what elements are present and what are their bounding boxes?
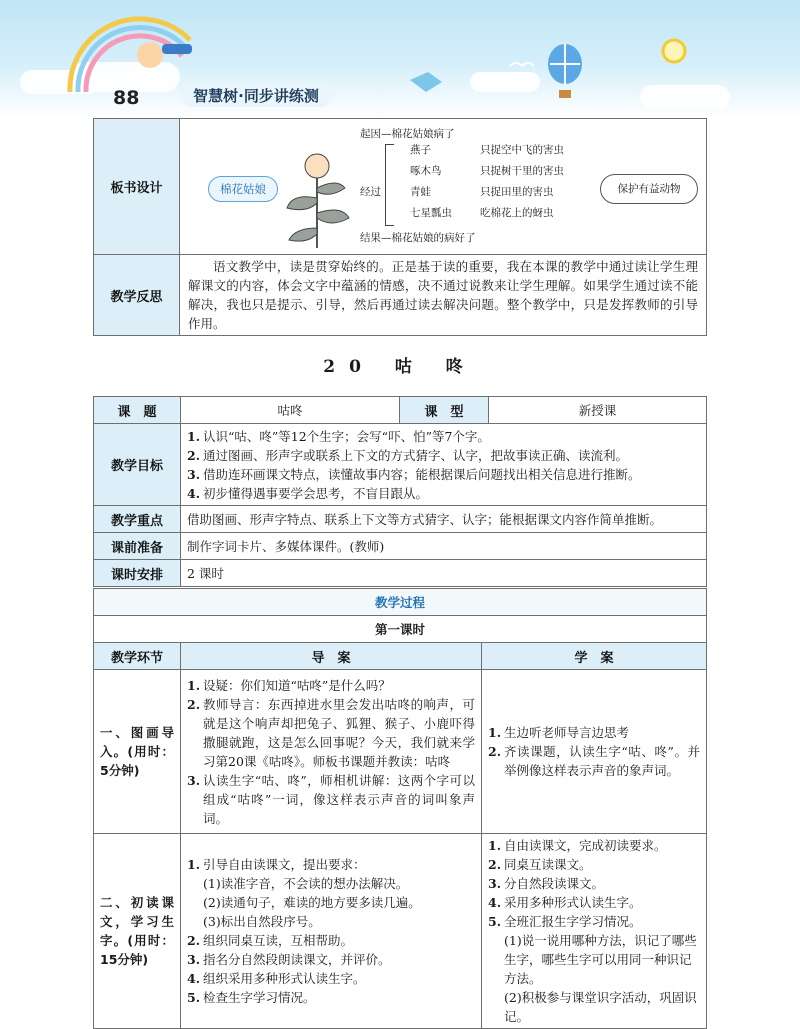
telescope-icon [162,44,192,54]
right-bubble: 保护有益动物 [600,174,698,204]
guide-item: 3. 认读生字“咕、咚”，师相机讲解：这两个字可以组成“咕咚”一词，像这样表示声音的词叫象声词。 [187,772,475,826]
study-item: 1. 自由读课文，完成初读要求。 [488,838,667,853]
guide-sub-item: (2)读通句子，难读的地方要多读几遍。 [203,895,421,910]
time-label: 课时安排 [94,560,181,587]
guide-sub-item: (3)标出自然段序号。 [203,914,321,929]
jieguo-label: 结果 [360,231,381,244]
board-design-label: 板书设计 [94,119,180,255]
guide-item: 2. 组织同桌互读，互相帮助。 [187,933,354,948]
jingguo-label: 经过 [360,185,381,198]
goal-item: 1. 认识“咕、咚”等12个生字；会写“吓、怕”等7个字。 [187,428,490,444]
key-label: 教学重点 [94,506,181,533]
bird-icon [510,63,534,66]
kite-icon [410,72,442,92]
time-value: 2 课时 [181,560,707,587]
study-item: 2. 同桌互读课文。 [488,857,592,872]
goal-item: 2. 通过图画、形声字或联系上下文的方式猜字、认字，把故事读正确、读流利。 [187,447,629,463]
study-sub-item: (2)积极参与课堂识字活动，巩固识记。 [504,990,697,1024]
lesson-title: 20 咕 咚 [323,357,477,377]
col-guide-header: 导 案 [181,643,482,670]
topic-label: 课 题 [94,397,181,424]
step2-guide [181,834,482,1029]
process-table [93,588,707,1029]
qiyin-text: 棉花姑娘病了 [391,127,455,140]
guide-item: 1. 设疑：你们知道“咕咚”是什么吗？ [187,677,391,693]
guide-item: 4. 组织采用多种形式认读生字。 [187,971,366,986]
guide-item: 5. 检查生字学习情况。 [187,990,316,1005]
study-item: 2. 齐读课题，认读生字“咕、咚”。并举例像这样表示声音的象声词。 [488,744,700,778]
brace [385,144,394,226]
child-face-icon [137,42,163,68]
prep-label: 课前准备 [94,533,181,560]
reflection-label: 教学反思 [94,255,180,336]
goal-item: 4. 初步懂得遇事要学会思考，不盲目跟从。 [187,485,429,501]
goals-list [181,424,707,506]
study-sub-item: (1)说一说用哪种方法，识记了哪些生字，哪些生字可以用同一种识记方法。 [504,933,697,986]
goals-label: 教学目标 [94,424,181,506]
lesson1-title: 第一课时 [94,616,707,643]
key-value: 借助图画、形声字特点、联系上下文等方式猜字、认字；能根据课文内容作简单推断。 [181,506,707,533]
study-item: 4. 采用多种形式认读生字。 [488,895,642,910]
qiyin-label: 起因 [360,127,381,140]
animal-row: 燕子 只捉空中飞的害虫 [410,143,564,156]
guide-item: 3. 指名分自然段朗读课文，并评价。 [187,952,391,967]
left-bubble: 棉花姑娘 [208,176,278,202]
animal-list [410,140,564,224]
animal-row: 青蛙 只捉田里的害虫 [410,185,554,198]
hot-air-balloon-icon [548,44,582,98]
guide-sub-item: (1)读准字音，不会读的想办法解决。 [203,876,409,891]
step2-label: 二、初读课文，学习生字。(用时：15分钟) [94,834,181,1029]
type-label: 课 型 [400,397,489,424]
jieguo-text: 棉花姑娘的病好了 [391,231,476,244]
topic-value: 咕咚 [181,397,400,424]
step2-study [482,834,707,1029]
guide-item: 1. 引导自由读课文，提出要求： [187,857,366,872]
process-title: 教学过程 [94,589,707,616]
animal-row: 七星瓢虫 吃棉花上的蚜虫 [410,206,554,219]
col-study-header: 学 案 [482,643,707,670]
cotton-plant-icon [282,138,352,248]
goal-item: 3. 借助连环画课文特点，读懂故事内容；能根据课后问题找出相关信息进行推断。 [187,466,641,482]
reflection-text: 语文教学中，读是贯穿始终的。正是基于读的重要，我在本课的教学中通过读让学生理解课文的内容，体会文字中蕴涵的情感，决不通过说教来让学生理解。如果学生通过读不能解决，我也只是提示、引导，然后再通过读去解决问题。整个教学中，只是发挥教师的引导作用。 [180,255,707,336]
board-design-table [93,118,707,336]
board-design-content: 棉花姑娘 起因—棉花姑娘病了 经过 燕子 只捉空中飞的害虫 啄木鸟 只捉树干里的害虫 青蛙 只捉田里的害虫 七星瓢虫 吃棉花上的蚜虫 结果—棉花姑娘的病好了 保护有益动物 [180,119,707,255]
animal-row: 啄木鸟 只捉树干里的害虫 [410,164,564,177]
book-title: 智慧树·同步讲练测 [180,85,332,107]
study-item: 5. 全班汇报生字学习情况。 [488,914,642,929]
step1-guide [181,670,482,834]
step1-study [482,670,707,834]
lesson-info-table [93,396,707,587]
page-number: 88 [113,87,140,109]
type-value: 新授课 [489,397,707,424]
prep-value: 制作字词卡片、多媒体课件。(教师) [181,533,707,560]
step1-label: 一、图画导入。(用时：5分钟) [94,670,181,834]
study-item: 3. 分自然段读课文。 [488,876,605,891]
sun-icon [663,40,685,62]
guide-item: 2. 教师导言：东西掉进水里会发出咕咚的响声，可就是这个响声却把兔子、狐狸、猴子、小鹿吓得撒腿就跑，这是怎么回事呢？今天，我们就来学习第20课《咕咚》。师板书课题并教读：咕咚 [187,696,475,769]
col-step-header: 教学环节 [94,643,181,670]
page-header [0,0,800,118]
study-item: 1. 生边听老师导言边思考 [488,725,630,740]
